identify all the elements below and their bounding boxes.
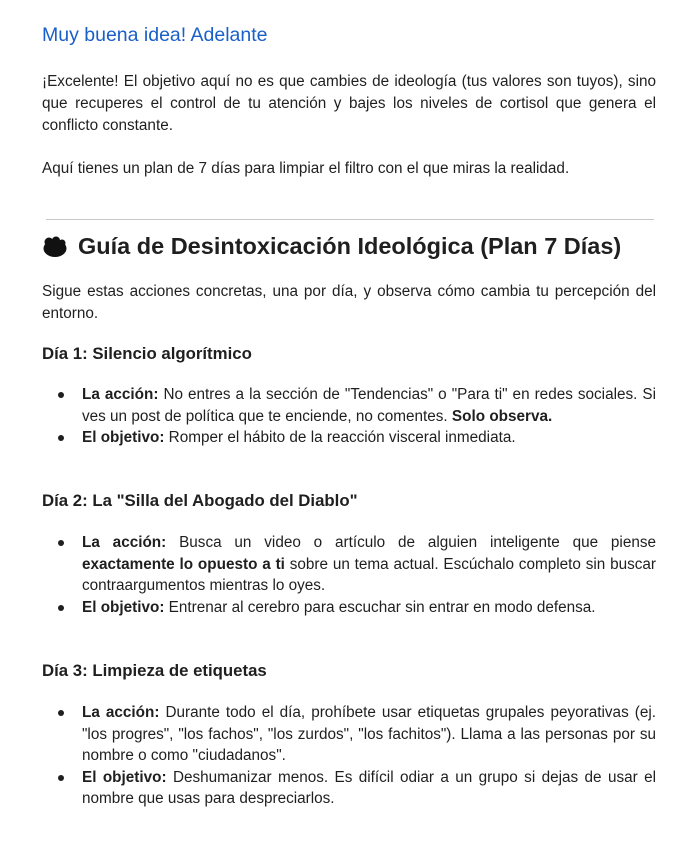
goal-label: El objetivo:: [82, 598, 165, 616]
soap-icon: [42, 236, 68, 258]
intro-paragraph-plan: Aquí tienes un plan de 7 días para limpiar el filtro con el que miras la realidad.: [42, 160, 570, 177]
day-3-list: [42, 702, 656, 810]
action-text-continued: sobre un tema actual. Escúchalo completo sin buscar contraargumentos mientras lo oyes.: [82, 555, 656, 594]
action-text: No entres a la sección de "Tendencias" o "Para ti" en redes sociales. Si ves un post de política que te enciende, no comentes.: [82, 386, 657, 425]
day-1-heading: Día 1: Silencio algorítmico: [42, 344, 252, 363]
goal-label: El objetivo:: [82, 768, 167, 786]
action-emphasis: exactamente lo opuesto a ti: [82, 555, 285, 573]
section-divider: [46, 219, 654, 220]
action-label: La acción:: [82, 704, 160, 721]
day-2-action-item: [42, 532, 656, 597]
bullet-icon: [58, 392, 64, 398]
guide-description: Sigue estas acciones concretas, una por día, y observa cómo cambia tu percepción del entorno.: [42, 283, 656, 322]
day-1-list: [42, 384, 656, 449]
day-3-action-item: [42, 702, 656, 767]
bullet-icon: [58, 710, 64, 716]
guide-title: [42, 233, 621, 260]
day-1-action-item: [42, 384, 656, 427]
day-2-list: [42, 532, 656, 618]
day-2-heading: Día 2: La "Silla del Abogado del Diablo": [42, 491, 358, 510]
goal-label: El objetivo:: [82, 429, 165, 446]
action-emphasis: Solo observa.: [451, 407, 553, 425]
goal-text: Deshumanizar menos. Es difícil odiar a un grupo si dejas de usar el nombre que usas para despreciarlos.: [82, 768, 656, 807]
day-3-goal-item: [42, 767, 656, 810]
action-label: La acción:: [82, 534, 167, 551]
goal-text: Romper el hábito de la reacción visceral inmediata.: [164, 429, 516, 446]
action-text: Busca un video o artículo de alguien inteligente que piense: [166, 534, 657, 551]
day-1-goal-item: [42, 427, 656, 449]
guide-title-text: Guía de Desintoxicación Ideológica (Plan 7 Días): [78, 233, 622, 259]
bullet-icon: [58, 435, 64, 441]
day-3-heading: Día 3: Limpieza de etiquetas: [42, 661, 267, 680]
goal-text: Entrenar al cerebro para escuchar sin entrar en modo defensa.: [164, 598, 596, 616]
intro-title: Muy buena idea! Adelante: [42, 24, 268, 46]
day-2-goal-item: [42, 597, 656, 619]
action-text: Durante todo el día, prohíbete usar etiquetas grupales peyorativas (ej. "los progres", "los fachos", "los zurdos", "los fachitos"). Llama a las personas por su nombre o como "ciudadanos".: [82, 704, 656, 764]
intro-paragraph: ¡Excelente! El objetivo aquí no es que cambies de ideología (tus valores son tuyos), sino que recuperes el control de tu atención y bajes los niveles de cortisol que genera el conflicto constante.: [42, 73, 656, 134]
action-label: La acción:: [82, 386, 159, 403]
bullet-icon: [58, 775, 64, 781]
bullet-icon: [58, 540, 64, 546]
bullet-icon: [58, 605, 64, 611]
